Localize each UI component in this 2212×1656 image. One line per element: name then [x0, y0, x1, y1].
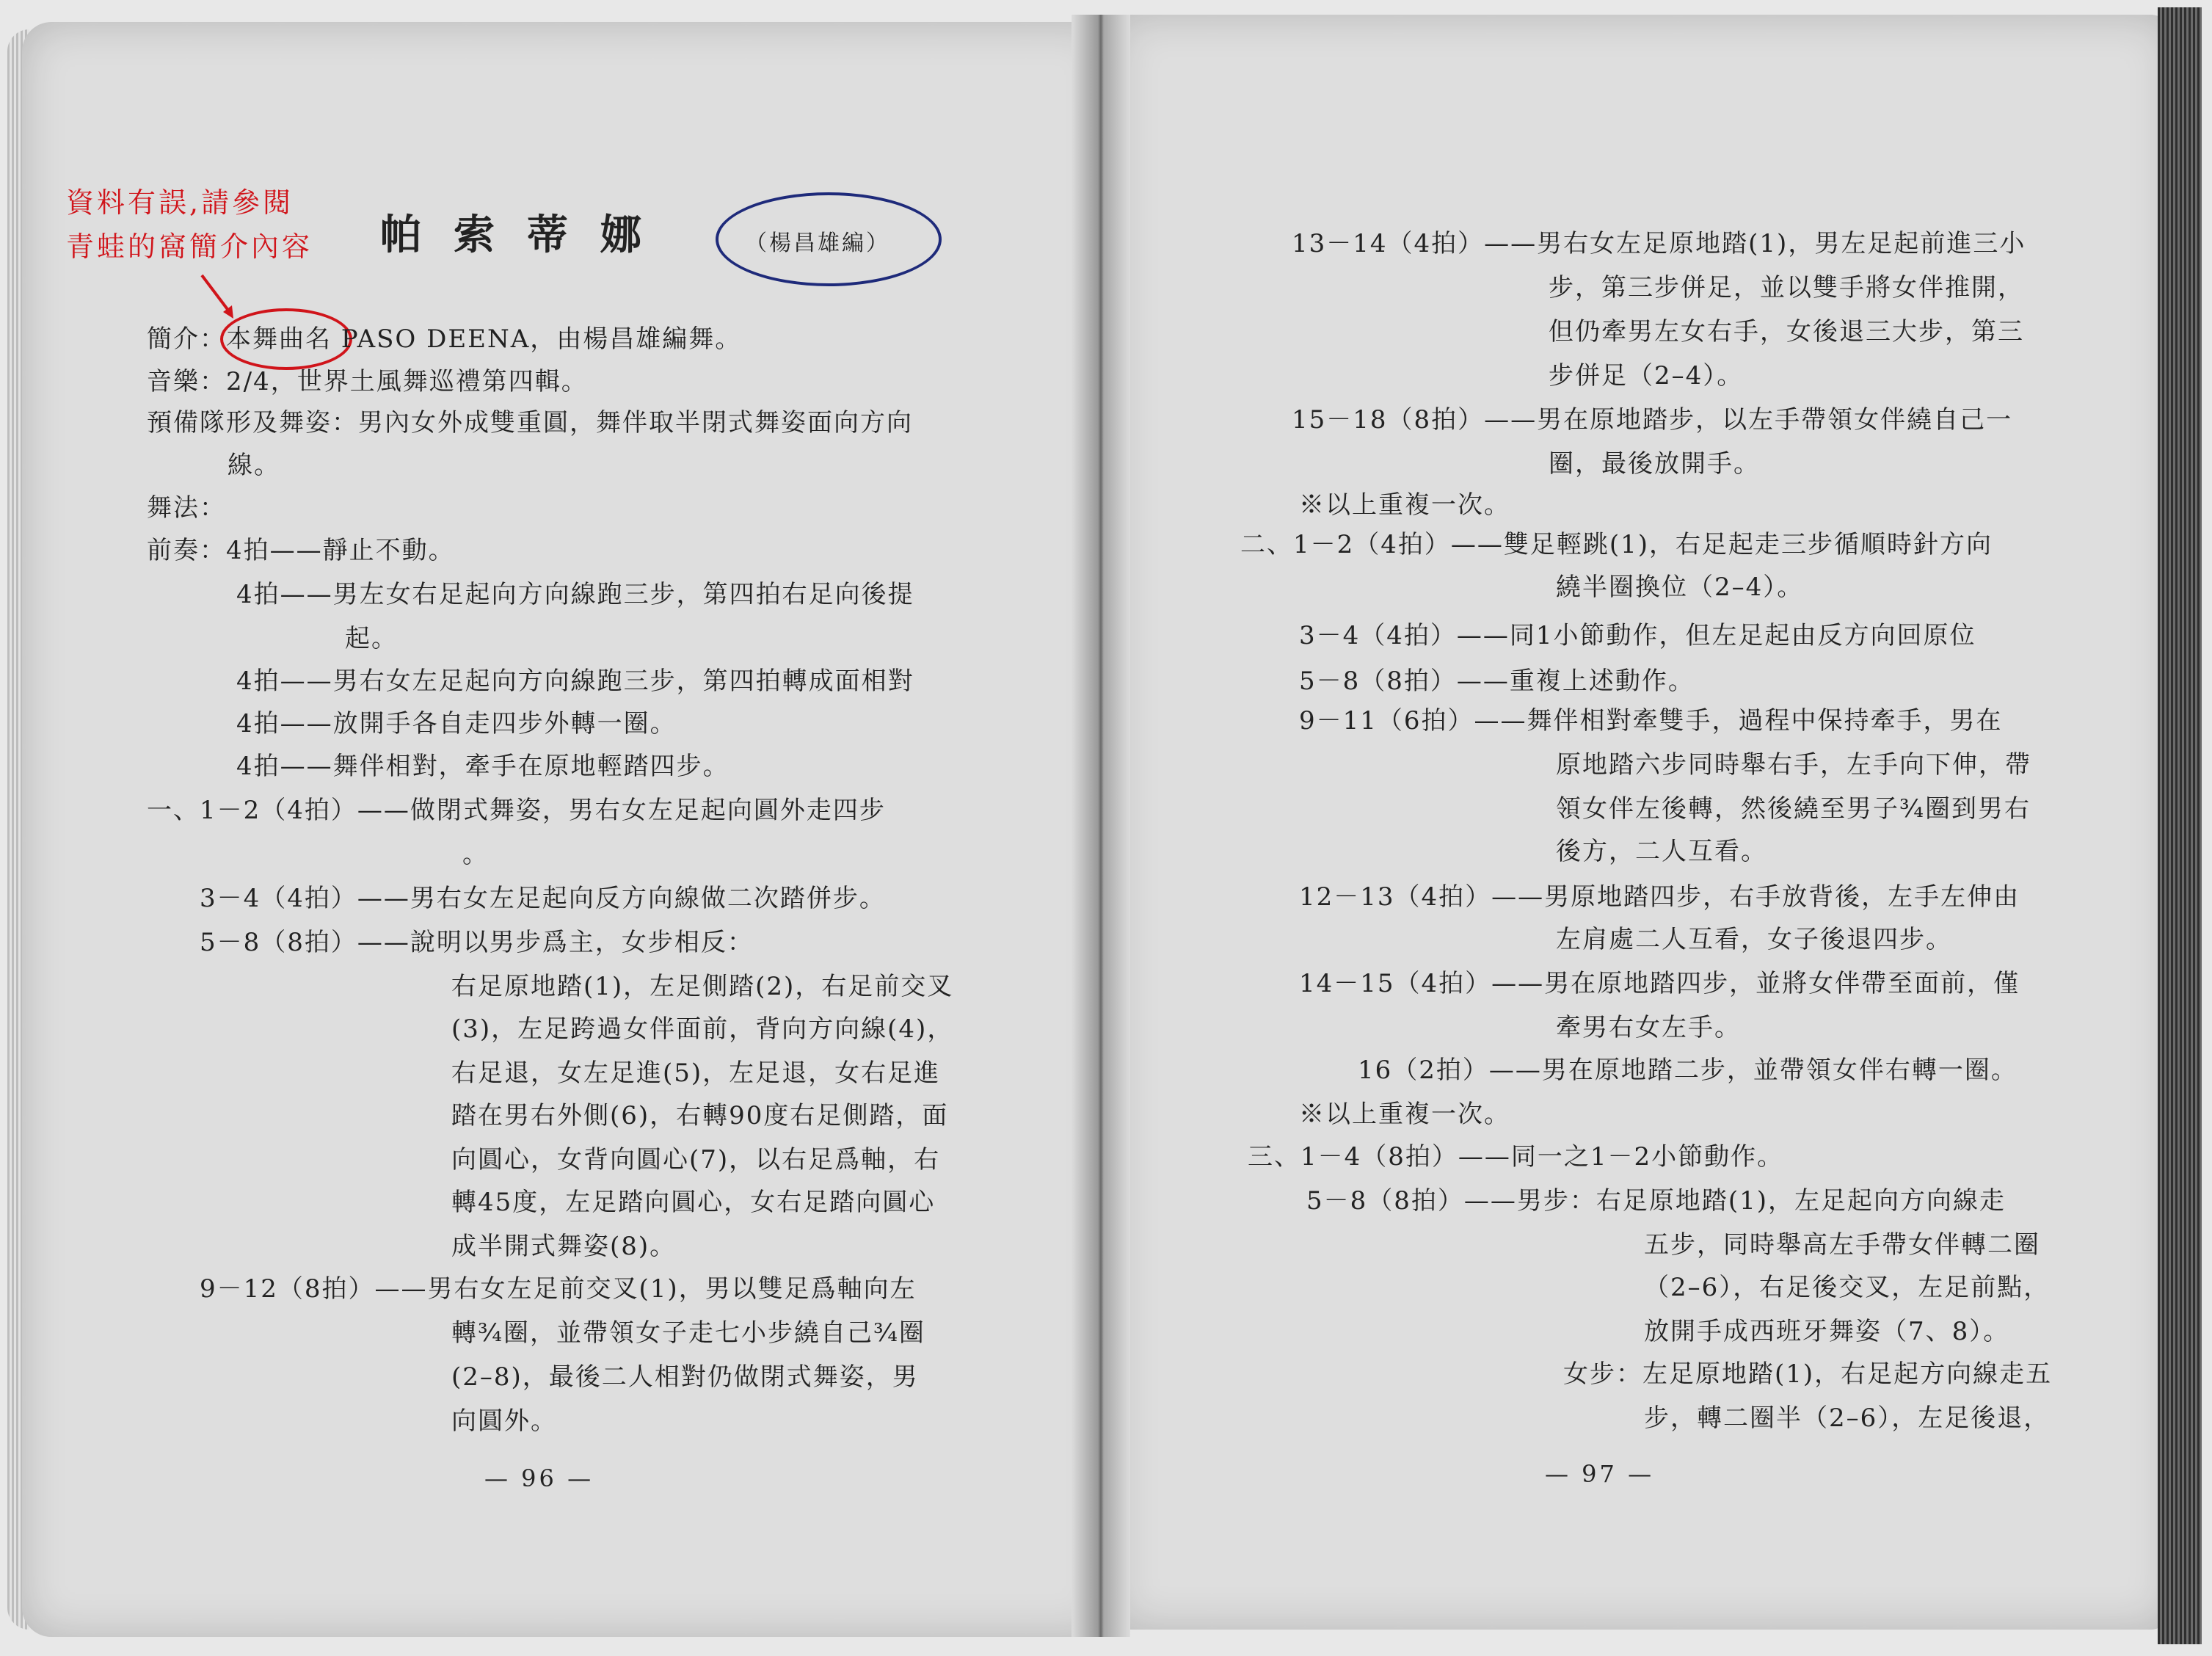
left-line-15: 右足原地踏(1)，左足側踏(2)，右足前交叉 — [451, 972, 954, 1001]
left-line-3: 線。 — [228, 451, 280, 480]
left-line-18: 踏在男右外側(6)，右轉90度右足側踏，面 — [451, 1101, 949, 1130]
right-line-1: 步，第三步併足，並以雙手將女伴推開， — [1549, 273, 2024, 302]
left-line-23: 轉¾圈，並帶領女子走七小步繞自己¾圈 — [451, 1318, 925, 1348]
right-line-20: ※以上重複一次。 — [1299, 1100, 1510, 1129]
left-line-11: 一、1－2（4拍）——做閉式舞姿，男右女左足起向圓外走四步 — [147, 796, 886, 825]
right-page-edges — [2158, 7, 2202, 1644]
right-line-5: 圈，最後放開手。 — [1549, 449, 1760, 479]
left-line-8: 4拍——男右女左足起向方向線跑三步，第四拍轉成面相對 — [236, 667, 914, 696]
right-line-17: 14－15（4拍）——男在原地踏四步，並將女伴帶至面前，僅 — [1299, 969, 2020, 998]
right-line-4: 15－18（8拍）——男在原地踏步，以左手帶領女伴繞自己一 — [1292, 405, 2013, 435]
right-line-25: 放開手成西班牙舞姿（7、8）。 — [1644, 1317, 2010, 1346]
left-line-1: 音樂：2/4，世界土風舞巡禮第四輯。 — [147, 367, 588, 396]
left-line-24: (2–8)，最後二人相對仍做閉式舞姿，男 — [451, 1362, 919, 1392]
left-line-20: 轉45度，左足踏向圓心，女右足踏向圓心 — [451, 1188, 936, 1217]
right-line-19: 16（2拍）——男在原地踏二步，並帶領女伴右轉一圈。 — [1358, 1056, 2018, 1085]
right-line-21: 三、1－4（8拍）——同一之1－2小節動作。 — [1248, 1142, 1784, 1172]
right-line-6: ※以上重複一次。 — [1299, 490, 1510, 520]
annotation-note-line1: 資料有誤,請參閱 — [66, 186, 294, 219]
left-line-0: 簡介：本舞曲名 PASO DEENA，由楊昌雄編舞。 — [147, 324, 742, 354]
left-line-7: 起。 — [345, 624, 398, 653]
right-line-3: 步併足（2–4）。 — [1549, 361, 1744, 391]
page-title: 帕索蒂娜 — [380, 211, 674, 259]
left-line-2: 預備隊形及舞姿：男內女外成雙重圓，舞伴取半閉式舞姿面向方向 — [147, 408, 913, 437]
right-line-13: 領女伴左後轉，然後繞至男子¾圈到男右 — [1556, 794, 2031, 824]
right-line-14: 後方，二人互看。 — [1556, 837, 1767, 866]
right-line-8: 繞半圈換位（2–4）。 — [1556, 573, 1804, 602]
book-gutter — [1072, 15, 1130, 1637]
left-line-25: 向圓外。 — [451, 1406, 557, 1436]
left-line-13: 3－4（4拍）——男右女左足起向反方向線做二次踏併步。 — [200, 884, 886, 913]
right-line-2: 但仍牽男左女右手，女後退三大步，第三 — [1549, 317, 2024, 346]
annotation-arrow-icon — [198, 272, 242, 323]
left-line-12: 。 — [462, 840, 489, 869]
left-page — [22, 22, 1108, 1637]
left-line-22: 9－12（8拍）——男右女左足前交叉(1)，男以雙足爲軸向左 — [200, 1274, 917, 1304]
left-line-21: 成半開式舞姿(8)。 — [451, 1232, 677, 1261]
right-line-24: （2–6），右足後交叉，左足前點， — [1644, 1273, 2051, 1302]
right-line-27: 步，轉二圈半（2–6），左足後退， — [1644, 1403, 2051, 1433]
right-line-11: 9－11（6拍）——舞伴相對牽雙手，過程中保持牽手，男在 — [1299, 706, 2003, 736]
left-line-17: 右足退，女左足進(5)，左足退，女右足進 — [451, 1058, 941, 1088]
left-line-14: 5－8（8拍）——說明以男步爲主，女步相反： — [200, 928, 754, 957]
left-line-6: 4拍——男左女右足起向方向線跑三步，第四拍右足向後提 — [236, 580, 914, 609]
left-page-number: — 96 — — [484, 1464, 594, 1492]
right-line-23: 五步，同時舉高左手帶女伴轉二圈 — [1644, 1230, 2040, 1260]
right-line-22: 5－8（8拍）——男步：右足原地踏(1)，左足起向方向線走 — [1306, 1186, 2007, 1216]
left-line-10: 4拍——舞伴相對，牽手在原地輕踏四步。 — [236, 752, 730, 781]
right-line-12: 原地踏六步同時舉右手，左手向下伸，帶 — [1556, 750, 2031, 780]
annotation-note-line2: 青蛙的窩簡介內容 — [66, 230, 313, 263]
right-line-9: 3－4（4拍）——同1小節動作，但左足起由反方向回原位 — [1299, 621, 1976, 650]
right-line-10: 5－8（8拍）——重複上述動作。 — [1299, 667, 1695, 696]
right-line-7: 二、1－2（4拍）——雙足輕跳(1)，右足起走三步循順時針方向 — [1240, 530, 1993, 559]
left-line-4: 舞法： — [147, 493, 226, 523]
right-page-number: — 97 — — [1545, 1460, 1655, 1488]
right-line-16: 左肩處二人互看，女子後退四步。 — [1556, 925, 1952, 954]
author-credit: （楊昌雄編） — [745, 230, 890, 256]
right-line-15: 12－13（4拍）——男原地踏四步，右手放背後，左手左伸由 — [1299, 882, 2020, 912]
left-line-9: 4拍——放開手各自走四步外轉一圈。 — [236, 709, 677, 738]
right-line-26: 女步：左足原地踏(1)，右足起方向線走五 — [1563, 1359, 2053, 1389]
left-line-19: 向圓心，女背向圓心(7)，以右足爲軸，右 — [451, 1145, 941, 1174]
right-line-18: 牽男右女左手。 — [1556, 1013, 1741, 1042]
right-line-0: 13－14（4拍）——男右女左足原地踏(1)，男左足起前進三小 — [1292, 229, 2026, 258]
left-line-5: 前奏：4拍——靜止不動。 — [147, 536, 455, 565]
left-line-16: (3)，左足跨過女伴面前，背向方向線(4)， — [451, 1014, 954, 1044]
